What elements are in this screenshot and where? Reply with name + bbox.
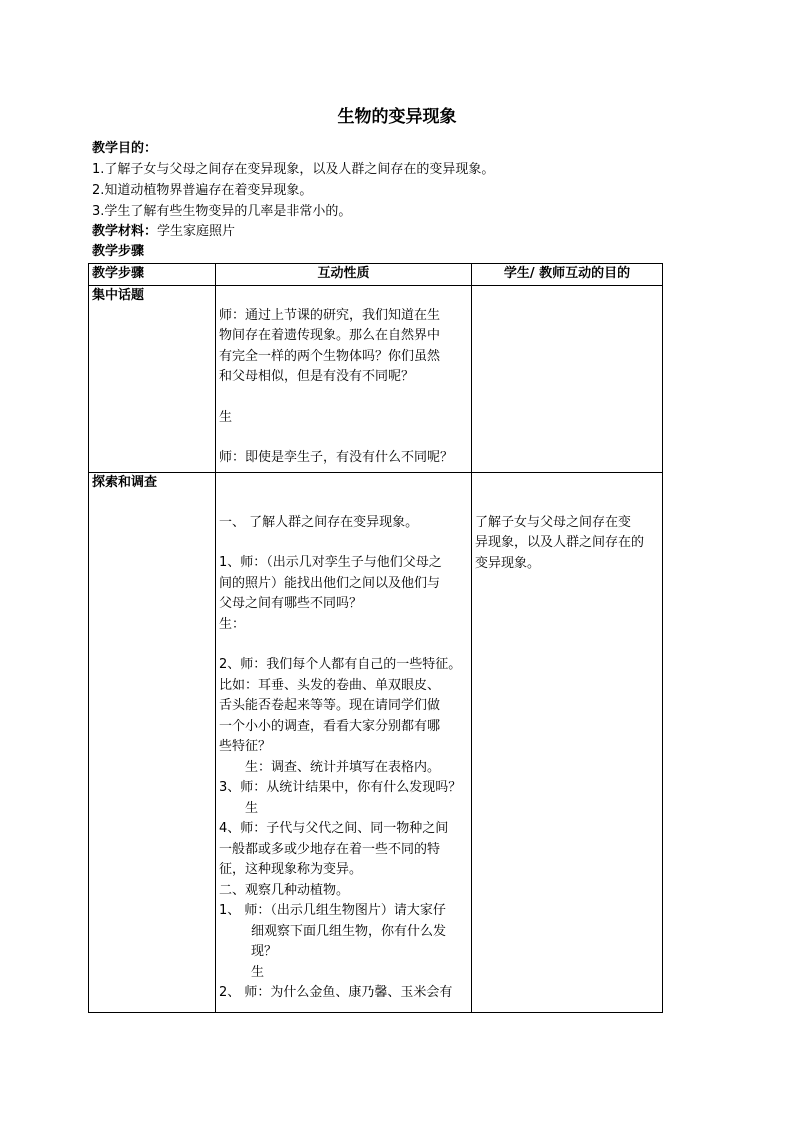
table-row [89,472,663,1013]
dialogue-line: 师：即使是孪生子，有没有什么不同呢？ [219,450,454,465]
objectives-heading: 教学目的： [92,141,158,156]
steps-heading: 教学步骤 [92,244,145,259]
dialogue-line: 生 [251,964,265,980]
dialogue-line: 征，这种现象称为变异。 [219,862,363,877]
materials-line [92,222,235,242]
step-name: 探索和调查 [89,472,216,1013]
dialogue-line: 比如：耳垂、头发的卷曲、单双眼皮、 [219,677,441,693]
dialogue-line: 1、师：（出示几对孪生子与他们父母之 [219,555,442,570]
purpose-cell [472,472,663,1013]
dialogue-line: 1、 师：（出示几组生物图片）请大家仔 [219,903,446,918]
header-teaching-steps: 教学步骤 [89,264,216,286]
objective-item: 3.学生了解有些生物变异的几率是非常小的。 [92,204,352,219]
table-header-row [89,264,663,286]
step-name: 集中话题 [89,285,216,472]
dialogue-line: 细观察下面几组生物，你有什么发 [251,923,447,939]
dialogue-line: 些特征？ [219,739,272,754]
dialogue-line: 3、师：从统计结果中，你有什么发现吗？ [219,780,462,795]
header-interaction-type: 互动性质 [216,264,472,286]
dialogue-line: 舌头能否卷起来等等。现在请同学们做 [219,698,441,713]
dialogue-line: 有完全一样的两个生物体吗？你们虽然 [219,348,441,364]
dialogue-line: 生： [219,616,246,632]
dialogue-line: 生：调查、统计并填写在表格内。 [245,759,441,775]
table-row [89,285,663,472]
objective-item: 2.知道动植物界普遍存在着变异现象。 [92,183,313,198]
dialogue-line: 和父母相似，但是有没有不同呢？ [219,369,415,384]
dialogue-line: 一个小小的调查，看看大家分别都有哪 [219,718,441,734]
dialogue-line: 一、 了解人群之间存在变异现象。 [219,514,419,530]
interaction-cell [216,472,472,1013]
page-title: 生物的变异现象 [337,107,457,127]
teaching-steps-table [88,263,663,1013]
dialogue-line: 一般都或多或少地存在着一些不同的特 [219,841,441,857]
dialogue-line: 间的照片）能找出他们之间以及他们与 [219,575,441,591]
materials-label: 教学材料： [92,224,158,239]
dialogue-line: 物间存在着遗传现象。那么在自然界中 [219,328,441,343]
interaction-cell [216,285,472,472]
purpose-cell [472,285,663,472]
dialogue-line: 生 [219,409,233,425]
materials-value: 学生家庭照片 [157,224,236,239]
dialogue-line: 生 [245,800,259,816]
dialogue-line: 父母之间有哪些不同吗？ [219,596,363,611]
dialogue-line: 4、师：子代与父代之间、同一物种之间 [219,821,449,836]
purpose-line: 变异现象。 [475,555,541,571]
dialogue-line: 二、观察几种动植物。 [219,882,350,898]
objective-item: 1.了解子女与父母之间存在变异现象，以及人群之间存在的变异现象。 [92,162,495,177]
dialogue-line: 师：通过上节课的研究，我们知道在生 [219,307,441,323]
purpose-line: 了解子女与父母之间存在变 [475,514,632,530]
dialogue-line: 2、 师：为什么金鱼、康乃馨、玉米会有 [219,985,453,1000]
dialogue-line: 现？ [251,944,278,959]
purpose-line: 异现象，以及人群之间存在的 [475,535,645,550]
dialogue-line: 2、师：我们每个人都有自己的一些特征。 [219,657,462,672]
header-interaction-purpose: 学生/ 教师互动的目的 [472,264,663,286]
